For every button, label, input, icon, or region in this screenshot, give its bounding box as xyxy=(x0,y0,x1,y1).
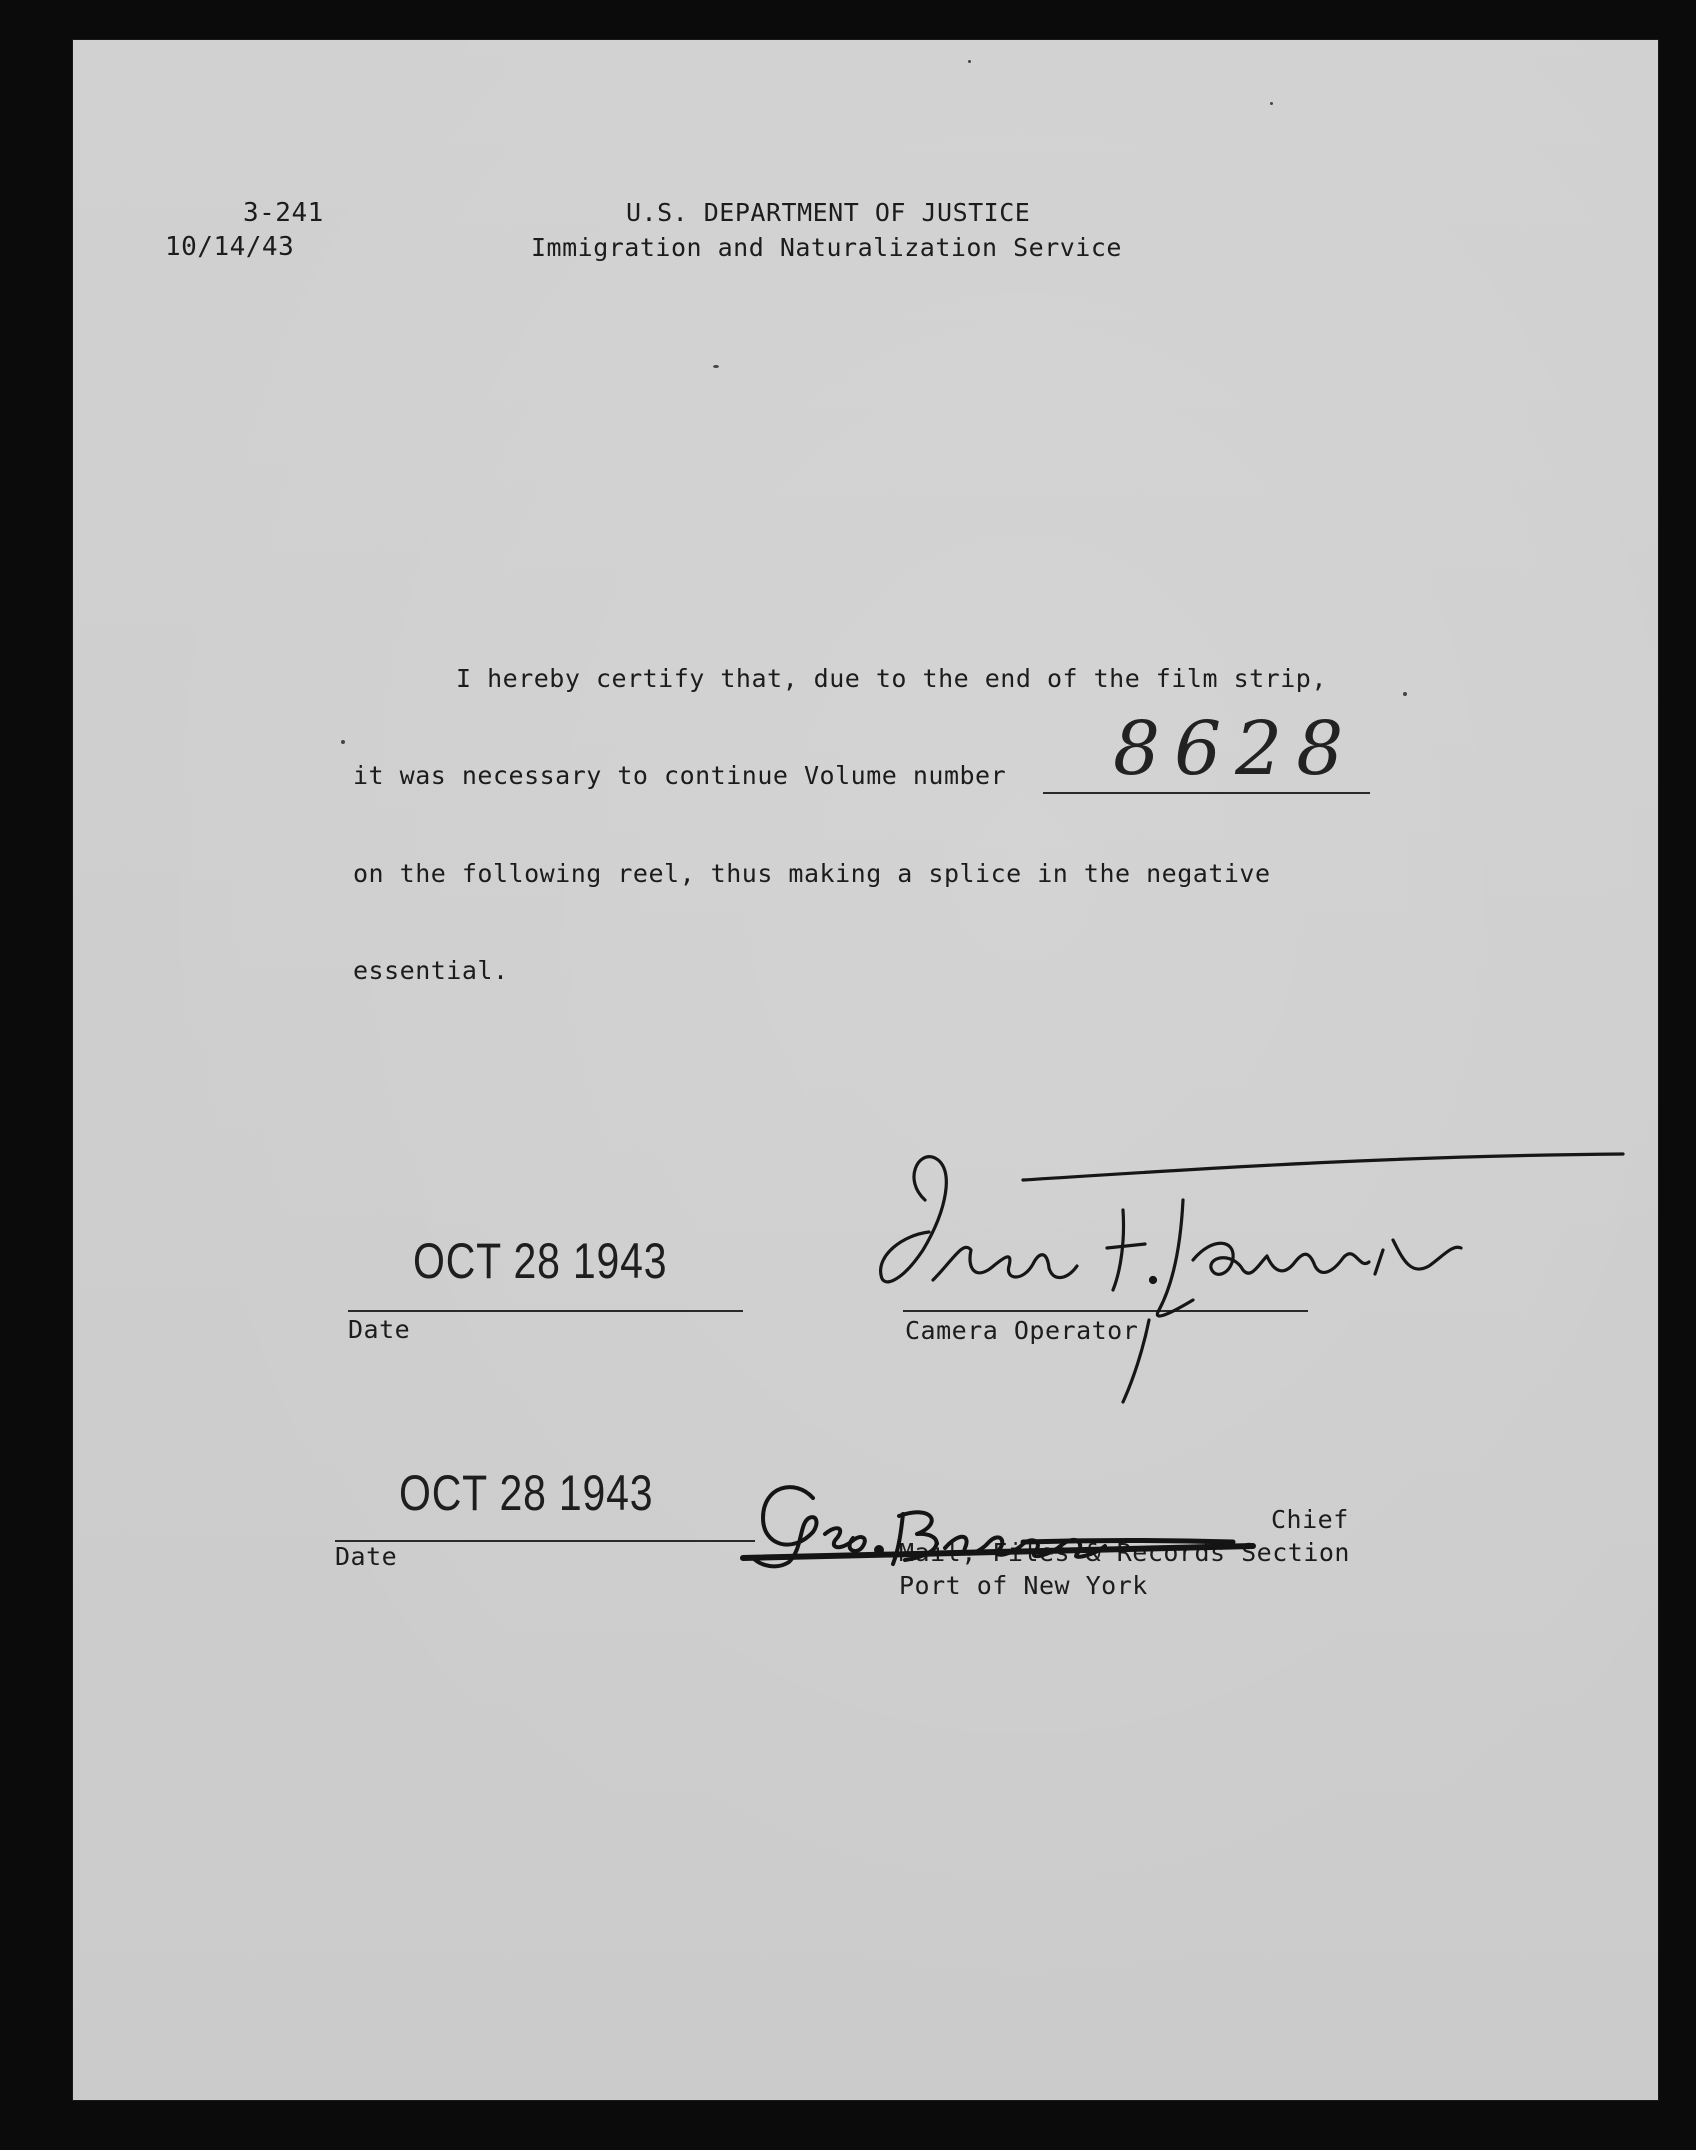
camera-operator-signature xyxy=(863,1140,1633,1410)
date-label-1: Date xyxy=(348,1315,411,1344)
certificate-line-2: it was necessary to continue Volume number xyxy=(353,761,1007,790)
date-line-2 xyxy=(335,1540,755,1542)
chief-signature xyxy=(733,1458,1353,1588)
volume-number-underline xyxy=(1043,792,1370,794)
chief-title-line-2: Mail, Files & Records Section xyxy=(899,1538,1350,1567)
form-date: 10/14/43 xyxy=(165,232,295,262)
camera-operator-label: Camera Operator xyxy=(905,1316,1139,1345)
date-label-2: Date xyxy=(335,1542,398,1571)
scan-speck xyxy=(968,60,971,63)
volume-number: 8628 xyxy=(1113,706,1358,792)
certificate-line-4: essential. xyxy=(353,956,509,985)
scan-speck xyxy=(713,365,719,368)
date-stamp-1: OCT 28 1943 xyxy=(413,1233,668,1289)
chief-title: Chief xyxy=(1271,1505,1349,1534)
header-department: U.S. DEPARTMENT OF JUSTICE xyxy=(626,198,1031,227)
document-sheet xyxy=(73,40,1658,2100)
certificate-line-3: on the following reel, thus making a splice in the negative xyxy=(353,859,1271,888)
certificate-line-1: I hereby certify that, due to the end of the film strip, xyxy=(456,664,1327,693)
form-number: 3-241 xyxy=(243,198,324,228)
header-service: Immigration and Naturalization Service xyxy=(531,233,1122,262)
scan-speck xyxy=(341,740,345,744)
date-stamp-2: OCT 28 1943 xyxy=(399,1465,654,1521)
scan-speck xyxy=(1270,102,1273,105)
chief-title-line-3: Port of New York xyxy=(899,1571,1148,1600)
scan-speck xyxy=(1403,692,1407,696)
date-line-1 xyxy=(348,1310,743,1312)
